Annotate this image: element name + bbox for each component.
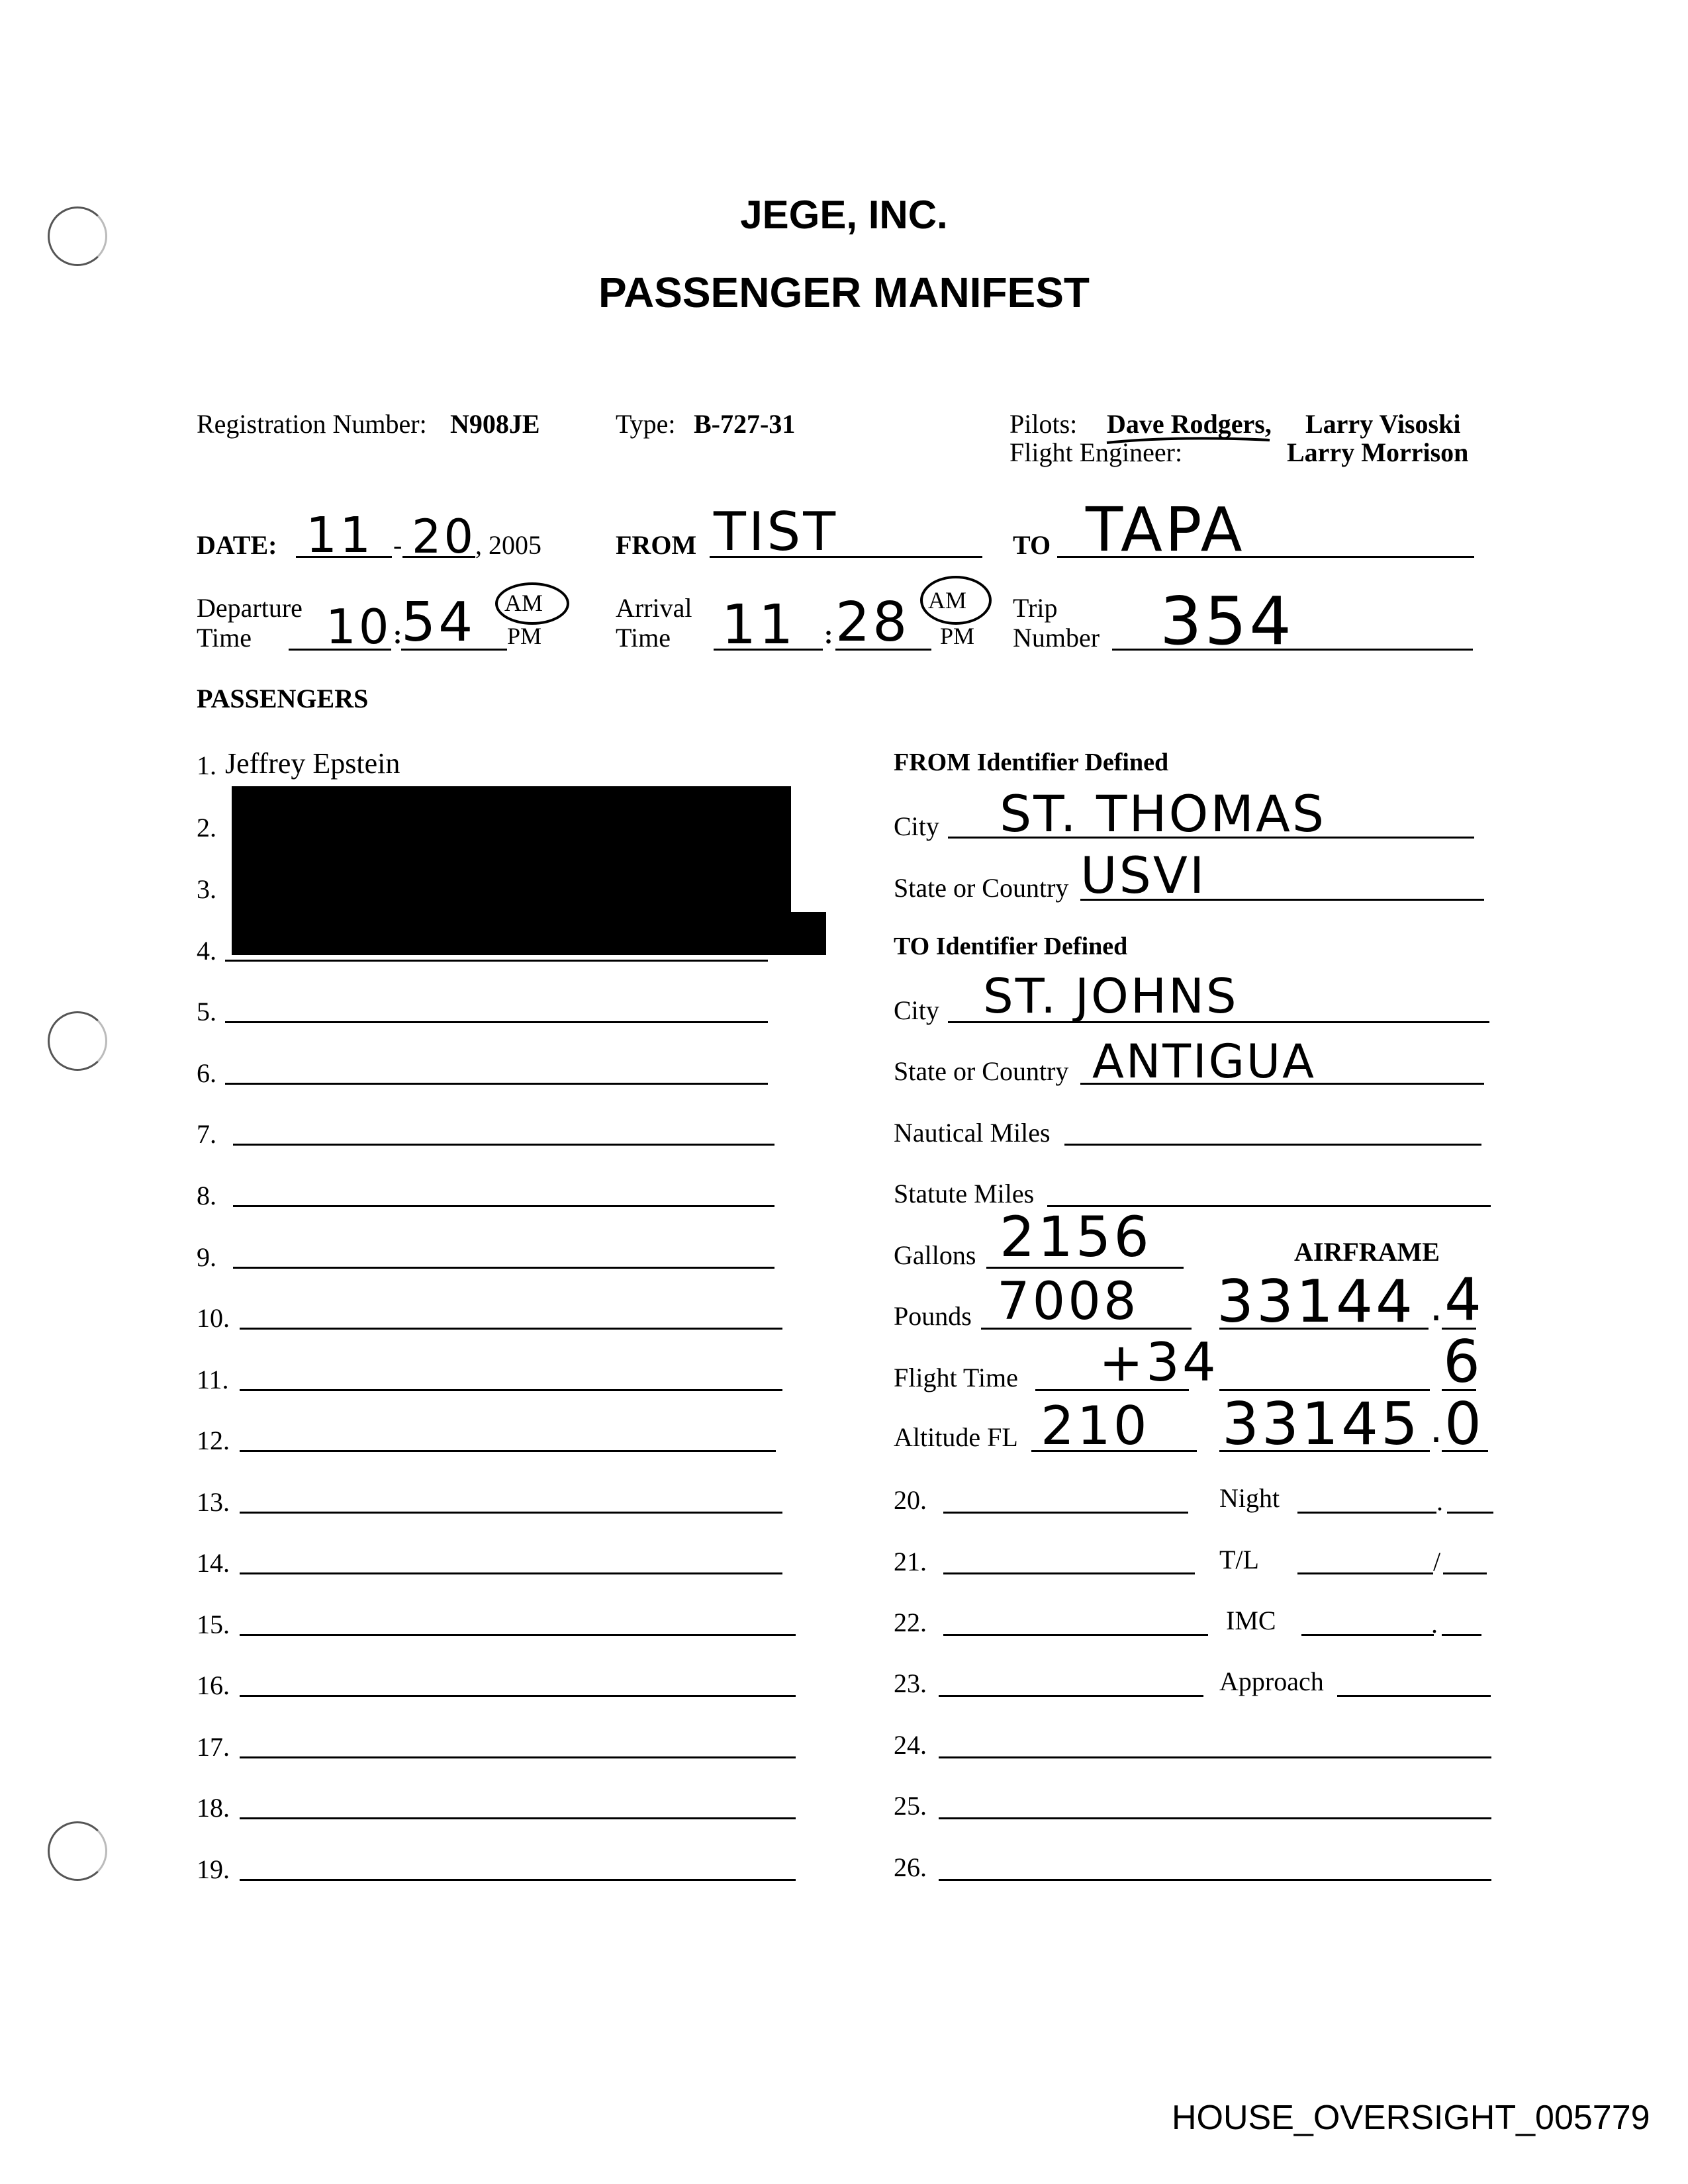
to-state-label: State or Country [894,1056,1069,1086]
from-state-value: USVI [1080,846,1207,905]
redaction-box-tail [232,912,826,955]
arrival-minute: 28 [835,591,910,654]
airframe-start-dot: . [1430,1284,1446,1330]
imc-dot: . [1431,1609,1438,1639]
departure-colon: : [393,619,402,649]
flight-engineer-label: Flight Engineer: [1009,437,1183,467]
to-identifier-heading: TO Identifier Defined [894,933,1128,960]
date-separator: - [393,530,402,560]
arrival-colon: : [824,619,833,649]
flight-engineer-value: Larry Morrison [1287,437,1469,467]
passenger-9-number: 9. [197,1242,216,1272]
night-label: Night [1219,1483,1280,1513]
passenger-17-number: 17. [197,1732,230,1762]
punch-hole-bottom [48,1821,107,1881]
pounds-label: Pounds [894,1301,972,1331]
passenger-18-number: 18. [197,1793,230,1823]
date-day: 20 [412,510,477,564]
passenger-14-number: 14. [197,1548,230,1578]
trip-number: 354 [1160,582,1294,660]
passenger-11-number: 11. [197,1365,229,1394]
flight-time-label: Flight Time [894,1363,1018,1392]
departure-hour: 10 [326,599,392,655]
passenger-7-number: 7. [197,1119,216,1149]
passenger-3-number: 3. [197,874,216,904]
passenger-1-name: Jeffrey Epstein [225,747,400,780]
imc-label: IMC [1226,1606,1276,1635]
to-state-value: ANTIGUA [1092,1034,1317,1089]
nautical-miles-label: Nautical Miles [894,1118,1051,1148]
registration-label: Registration Number: [197,409,427,439]
passenger-13-number: 13. [197,1487,230,1517]
company-name: JEGE, INC. [740,193,948,237]
airframe-end-decimal: 0 [1444,1390,1484,1458]
from-identifier-heading: FROM Identifier Defined [894,749,1169,776]
airframe-heading: AIRFRAME [1294,1237,1440,1267]
date-label: DATE: [197,530,277,560]
from-label: FROM [616,530,697,560]
flight-time-value: +34 [1099,1332,1219,1393]
row-20-number: 20. [894,1485,927,1515]
night-dot: . [1436,1486,1443,1516]
row-25-number: 25. [894,1791,927,1821]
passengers-heading: PASSENGERS [197,684,369,713]
registration-value: N908JE [450,409,540,439]
form-title: PASSENGER MANIFEST [598,269,1090,316]
passenger-16-number: 16. [197,1670,230,1700]
passenger-4-number: 4. [197,936,216,966]
date-year: , 2005 [475,530,541,560]
departure-am: AM [504,590,543,616]
airframe-end: 33145 [1222,1390,1421,1458]
passenger-8-number: 8. [197,1181,216,1210]
from-value: TIST [714,501,839,563]
passenger-6-number: 6. [197,1058,216,1088]
trip-label-number: Number [1013,623,1100,653]
arrival-hour: 11 [722,594,796,657]
to-value: TAPA [1086,494,1245,565]
tl-label: T/L [1219,1545,1259,1574]
type-label: Type: [616,409,676,439]
altitude-label: Altitude FL [894,1422,1018,1452]
tl-slash: / [1433,1547,1441,1576]
pilot-1: Dave Rodgers, [1107,409,1272,439]
statute-miles-label: Statute Miles [894,1179,1035,1208]
approach-label: Approach [1219,1666,1324,1696]
gallons-value: 2156 [1000,1205,1152,1269]
from-city-value: ST. THOMAS [1000,784,1327,843]
trip-label: Trip [1013,593,1058,623]
arrival-pm: PM [940,623,975,649]
arrival-am: AM [928,587,967,614]
passenger-15-number: 15. [197,1610,230,1639]
pilot-2: Larry Visoski [1305,409,1461,439]
departure-pm: PM [507,623,542,649]
arrival-label: Arrival [616,593,692,623]
arrival-label-time: Time [616,623,671,653]
to-city-value: ST. JOHNS [983,968,1239,1024]
bates-number: HOUSE_OVERSIGHT_005779 [1172,2099,1650,2137]
pilots-label: Pilots: [1009,409,1078,439]
gallons-label: Gallons [894,1240,976,1270]
departure-minute: 54 [401,591,476,654]
passenger-10-number: 10. [197,1303,230,1333]
type-value: B-727-31 [694,409,796,439]
airframe-flight-decimal: 6 [1443,1328,1483,1396]
row-22-number: 22. [894,1608,927,1637]
from-state-label: State or Country [894,873,1069,903]
passenger-2-number: 2. [197,813,216,842]
pounds-value: 7008 [997,1272,1139,1332]
airframe-end-dot: . [1430,1406,1446,1452]
row-26-number: 26. [894,1852,927,1882]
passenger-1-number: 1. [197,751,216,780]
airframe-start: 33144 [1217,1267,1415,1336]
to-label: TO [1013,530,1051,560]
row-24-number: 24. [894,1730,927,1760]
passenger-19-number: 19. [197,1854,230,1884]
passenger-5-number: 5. [197,997,216,1026]
departure-label-time: Time [197,623,252,653]
departure-label: Departure [197,593,303,623]
punch-hole-middle [48,1011,107,1071]
date-month: 11 [306,507,374,564]
row-21-number: 21. [894,1547,927,1576]
from-city-label: City [894,811,939,841]
passenger-12-number: 12. [197,1426,230,1455]
row-23-number: 23. [894,1668,927,1698]
to-city-label: City [894,995,939,1025]
airframe-start-decimal: 4 [1444,1265,1484,1334]
altitude-value: 210 [1041,1395,1150,1457]
